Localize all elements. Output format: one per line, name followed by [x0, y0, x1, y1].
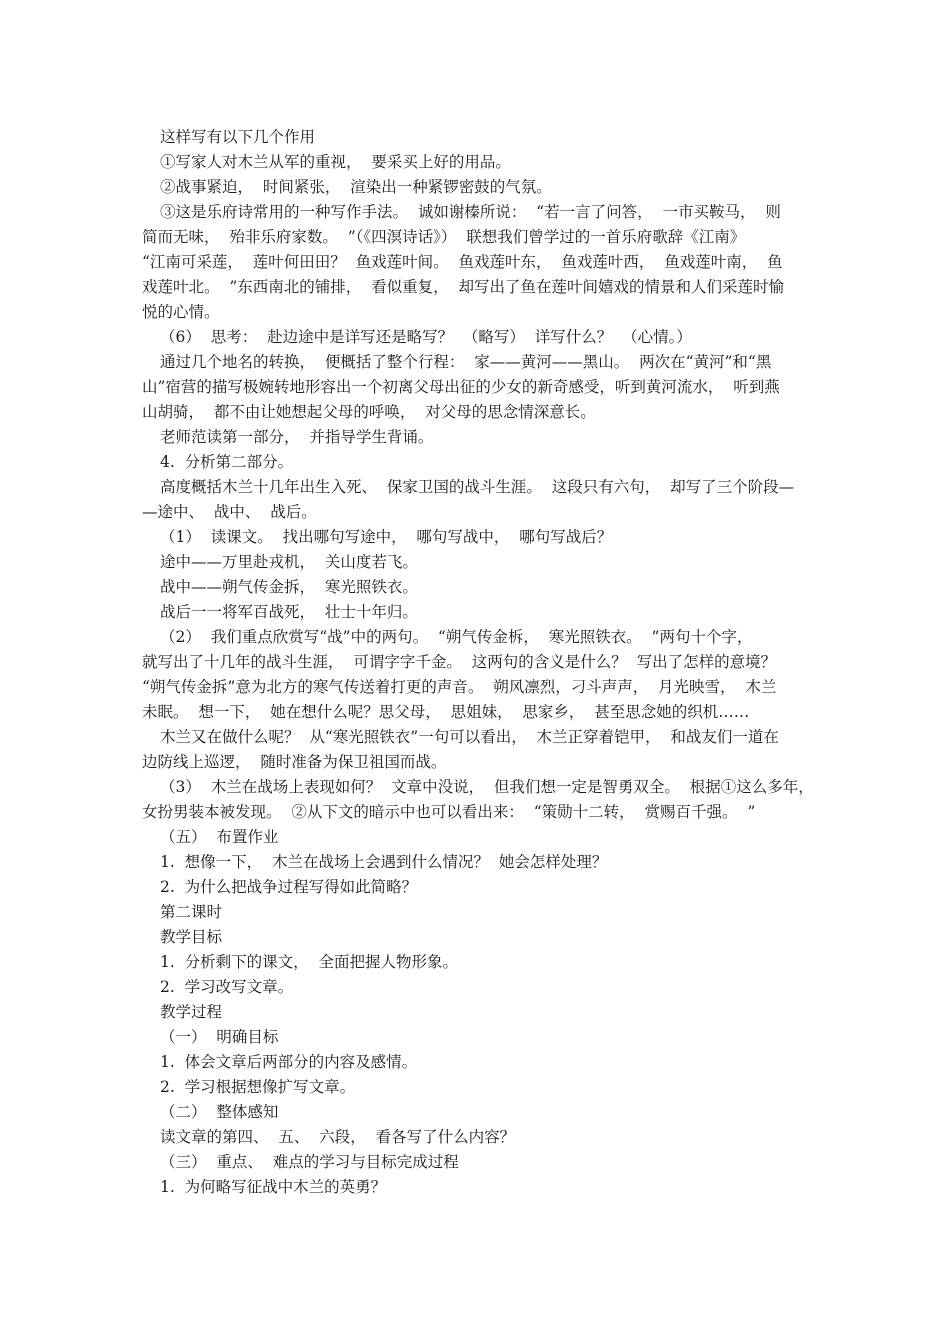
text-line: 边防线上巡逻， 随时准备为保卫祖国而战。	[142, 753, 447, 771]
text-line: （6） 思考： 赴边途中是详写还是略写？ （略写） 详写什么？ （心情。）	[160, 328, 692, 346]
text-line: 2. 学习根据想像扩写文章。	[160, 1078, 356, 1096]
text-line: ②战事紧迫， 时间紧张， 渲染出一种紧锣密鼓的气氛。	[160, 178, 552, 196]
text-line: 通过几个地名的转换， 便概括了整个行程： 家——黄河——黑山。 两次在“黄河”和“黑	[160, 353, 772, 371]
text-line: ③这是乐府诗常用的一种写作手法。 诚如谢榛所说： “若一言了问答， 一市买鞍马， 则	[160, 203, 781, 221]
text-line: （一） 明确目标	[160, 1028, 279, 1046]
text-line: 战后一一将军百战死， 壮士十年归。	[160, 603, 418, 621]
text-line: 未眠。 想一下， 她在想什么呢？思父母， 思姐妹， 思家乡， 甚至思念她的织机……	[142, 703, 750, 721]
text-line: 途中——万里赴戎机， 关山度若飞。	[160, 553, 418, 571]
text-line: 女扮男装本被发现。 ②从下文的暗示中也可以看出来： “策勋十二转， 赏赐百千强。 ”	[142, 803, 756, 821]
text-line: 2. 为什么把战争过程写得如此简略？	[160, 878, 418, 896]
text-line: 2. 学习改写文章。	[160, 978, 294, 996]
text-line: （五） 布置作业	[160, 828, 279, 846]
text-line: “江南可采莲， 莲叶何田田？ 鱼戏莲叶间。 鱼戏莲叶东， 鱼戏莲叶西， 鱼戏莲叶南， 鱼	[142, 253, 783, 271]
text-line: 这样写有以下几个作用	[160, 128, 316, 146]
text-line: 就写出了十几年的战斗生涯， 可谓字字千金。 这两句的含义是什么？ 写出了怎样的意境？	[142, 653, 777, 671]
text-line: 1. 想像一下， 木兰在战场上会遇到什么情况？ 她会怎样处理？	[160, 853, 608, 871]
text-line: 教学目标	[160, 928, 223, 946]
text-line: 山胡骑， 都不由让她想起父母的呼唤， 对父母的思念情深意长。	[142, 403, 596, 421]
text-line: 简而无味， 殆非乐府家数。 ”（《四溟诗话》） 联想我们曾学过的一首乐府歌辞《江南》	[142, 228, 746, 246]
text-line: 悦的心情。	[142, 303, 220, 321]
text-line: 第二课时	[160, 903, 223, 921]
text-line: 教学过程	[160, 1003, 223, 1021]
text-line: 木兰又在做什么呢？ 从“寒光照铁衣”一句可以看出， 木兰正穿着铠甲， 和战友们一道在	[160, 728, 779, 746]
text-line: 1. 为何略写征战中木兰的英勇？	[160, 1178, 387, 1196]
text-line: 读文章的第四、 五、 六段， 看各写了什么内容？	[160, 1128, 516, 1146]
text-line: 1. 体会文章后两部分的内容及感情。	[160, 1053, 418, 1071]
text-line: （1） 读课文。 找出哪句写途中， 哪句写战中， 哪句写战后？	[160, 528, 613, 546]
text-line: 高度概括木兰十几年出生入死、 保家卫国的战斗生涯。 这段只有六句， 却写了三个阶段—	[160, 478, 795, 496]
text-line: “朔气传金拆”意为北方的寒气传送着打更的声音。 朔风凛烈，刁斗声声， 月光映雪， 木兰	[142, 678, 777, 696]
text-line: —途中、 战中、 战后。	[142, 503, 317, 521]
text-line: （三） 重点、 难点的学习与目标完成过程	[160, 1153, 459, 1171]
text-line: ①写家人对木兰从军的重视， 要采买上好的用品。	[160, 153, 511, 171]
text-line: 老师范读第一部分， 并指导学生背诵。	[160, 428, 434, 446]
text-line: 山”宿营的描写极婉转地形容出一个初离父母出征的少女的新奇感受，听到黄河流水， 听到燕	[142, 378, 780, 396]
text-line: （2） 我们重点欣赏写“战”中的两句。 “朔气传金柝， 寒光照铁衣。 ”两句十个字，	[160, 628, 753, 646]
text-line: 4. 分析第二部分。	[160, 453, 294, 471]
text-line: （3） 木兰在战场上表现如何？ 文章中没说， 但我们想一定是智勇双全。 根据①这么多年，	[160, 778, 814, 796]
text-line: 戏莲叶北。 ”东西南北的铺排， 看似重复， 却写出了鱼在莲叶间嬉戏的情景和人们采莲时愉	[142, 278, 784, 296]
text-line: 战中——朔气传金拆， 寒光照铁衣。	[160, 578, 418, 596]
text-line: 1. 分析剩下的课文， 全面把握人物形象。	[160, 953, 458, 971]
text-line: （二） 整体感知	[160, 1103, 279, 1121]
